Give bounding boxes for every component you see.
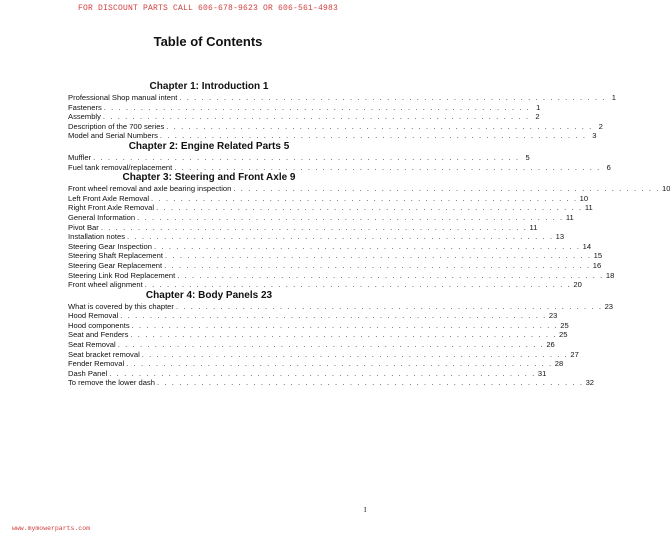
dot-leader: . . . . . . . . . . . . . . . . . . . . . . . . . . . . . . . . . . . . . . . . . . . . . . . . . . . . . . . . . . bbox=[102, 112, 530, 122]
toc-entry-label: Hood components bbox=[68, 320, 130, 330]
dot-leader: . . . . . . . . . . . . . . . . . . . . . . . . . . . . . . . . . . . . . . . . . . . . . . . . . . . . . . . . . . bbox=[233, 184, 660, 194]
toc-entry-page: 10 bbox=[661, 184, 670, 194]
toc-entry[interactable] bbox=[68, 112, 540, 122]
toc-entry-page: 13 bbox=[555, 232, 565, 242]
toc-entry-page: 25 bbox=[559, 330, 568, 340]
dot-leader: . . . . . . . . . . . . . . . . . . . . . . . . . . . . . . . . . . . . . . . . . . . . . . . . . . . . . . . . . . bbox=[164, 260, 591, 270]
toc-entry-page: 2 bbox=[598, 121, 603, 131]
toc-entry-label: General Information bbox=[68, 212, 136, 222]
toc-entry-page: 6 bbox=[606, 162, 611, 172]
toc-entry[interactable] bbox=[68, 349, 579, 360]
toc-entry-page: 16 bbox=[592, 260, 602, 270]
toc-entry[interactable] bbox=[68, 162, 611, 173]
dot-leader: . . . . . . . . . . . . . . . . . . . . . . . . . . . . . . . . . . . . . . . . . . . . . . . . . . . . . . . . . . bbox=[174, 162, 601, 172]
toc-entry-page: 1 bbox=[536, 102, 541, 112]
toc-entry-page: 28 bbox=[554, 359, 564, 369]
toc-entry-page: 11 bbox=[584, 203, 593, 213]
toc-entry[interactable] bbox=[68, 152, 530, 163]
toc-entry-page: 3 bbox=[592, 131, 597, 141]
toc-entry-page: 14 bbox=[582, 241, 592, 251]
page-title: Table of Contents bbox=[153, 34, 263, 49]
toc-entry-label: Hood Removal bbox=[68, 311, 119, 321]
dot-leader: . . . . . . . . . . . . . . . . . . . . . . . . . . . . . . . . . . . . . . . . . . . . . . . . . . . . . . . . . . bbox=[130, 330, 557, 340]
toc-entry-page: 10 bbox=[579, 193, 589, 203]
toc-entry-page: 15 bbox=[593, 251, 603, 261]
toc-entry-page: 27 bbox=[570, 349, 579, 359]
dot-leader: . . . . . . . . . . . . . . . . . . . . . . . . . . . . . . . . . . . . . . . . . . . . . . . . . . . . . . . . . . bbox=[103, 102, 531, 112]
toc-entry-label: Fuel tank removal/replacement bbox=[68, 162, 173, 172]
table-of-contents bbox=[68, 81, 670, 388]
toc-entry[interactable] bbox=[68, 131, 597, 141]
chapter-heading: Chapter 3: Steering and Front Axle 9 bbox=[122, 172, 296, 184]
dot-leader: . . . . . . . . . . . . . . . . . . . . . . . . . . . . . . . . . . . . . . . . . . . . . . . . . . . . . . . . . . bbox=[131, 320, 559, 330]
dot-leader: . . . . . . . . . . . . . . . . . . . . . . . . . . . . . . . . . . . . . . . . . . . . . . . . . . . . . . . . . . bbox=[117, 340, 545, 350]
toc-entry[interactable] bbox=[68, 280, 582, 290]
toc-entry-label: Steering Gear Inspection bbox=[68, 241, 153, 251]
chapter-heading: Chapter 1: Introduction 1 bbox=[149, 81, 269, 92]
toc-entry[interactable] bbox=[68, 121, 603, 132]
toc-entry-label: Installation notes bbox=[68, 232, 125, 242]
toc-entry[interactable] bbox=[68, 212, 574, 223]
dot-leader: . . . . . . . . . . . . . . . . . . . . . . . . . . . . . . . . . . . . . . . . . . . . . . . . . . . . . . . . . . bbox=[151, 193, 578, 203]
toc-entry-label: Pivot Bar bbox=[68, 222, 99, 232]
dot-leader: . . . . . . . . . . . . . . . . . . . . . . . . . . . . . . . . . . . . . . . . . . . . . . . . . . . . . . . . . . bbox=[100, 222, 528, 232]
dot-leader: . . . . . . . . . . . . . . . . . . . . . . . . . . . . . . . . . . . . . . . . . . . . . . . . . . . . . . . . . . bbox=[159, 131, 587, 141]
toc-entry-label: To remove the lower dash bbox=[68, 378, 155, 388]
toc-entry[interactable] bbox=[68, 340, 555, 350]
toc-entry-label: Steering Gear Replacement bbox=[68, 260, 163, 270]
toc-entry[interactable] bbox=[68, 193, 589, 204]
toc-entry-label: Model and Serial Numbers bbox=[68, 131, 158, 141]
toc-entry-page: 11 bbox=[565, 212, 574, 222]
toc-entry-label: Professional Shop manual intent bbox=[68, 93, 178, 102]
dot-leader: . . . . . . . . . . . . . . . . . . . . . . . . . . . . . . . . . . . . . . . . . . . . . . . . . . . . . . . . . . bbox=[154, 241, 581, 251]
dot-leader: . . . . . . . . . . . . . . . . . . . . . . . . . . . . . . . . . . . . . . . . . . . . . . . . . . . . . . . . . . bbox=[177, 270, 604, 280]
dot-leader: . . . . . . . . . . . . . . . . . . . . . . . . . . . . . . . . . . . . . . . . . . . . . . . . . . . . . . . . . . bbox=[166, 121, 593, 131]
toc-entry-label: Fasteners bbox=[68, 102, 102, 112]
toc-entry-page: 31 bbox=[537, 368, 547, 378]
toc-entry-label: Description of the 700 series bbox=[68, 121, 165, 131]
toc-entry-page: 20 bbox=[573, 280, 582, 290]
toc-entry[interactable] bbox=[68, 378, 595, 388]
dot-leader: . . . . . . . . . . . . . . . . . . . . . . . . . . . . . . . . . . . . . . . . . . . . . . . . . . . . . . . . . . bbox=[179, 93, 606, 102]
dot-leader: . . . . . . . . . . . . . . . . . . . . . . . . . . . . . . . . . . . . . . . . . . . . . . . . . . . . . . . . . . bbox=[156, 378, 584, 388]
toc-entry-label: Seat bracket removal bbox=[68, 349, 140, 359]
toc-entry-label: Steering Link Rod Replacement bbox=[68, 270, 176, 280]
toc-entry-page: 23 bbox=[604, 301, 614, 311]
toc-entry-label: Right Front Axle Removal bbox=[68, 203, 155, 213]
toc-entry-label: Front wheel alignment bbox=[68, 280, 143, 290]
toc-entry-label: Assembly bbox=[68, 112, 101, 122]
toc-entry[interactable] bbox=[68, 102, 541, 113]
dot-leader: . . . . . . . . . . . . . . . . . . . . . . . . . . . . . . . . . . . . . . . . . . . . . . . . . . . . . . . . . . bbox=[141, 349, 569, 359]
toc-entry-label: Front wheel removal and axle bearing inspection bbox=[68, 184, 232, 194]
toc-entry-page: 1 bbox=[611, 93, 616, 102]
toc-entry[interactable] bbox=[68, 222, 538, 233]
toc-entry-page: 23 bbox=[548, 311, 558, 321]
dot-leader: . . . . . . . . . . . . . . . . . . . . . . . . . . . . . . . . . . . . . . . . . . . . . . . . . . . . . . . . . . bbox=[137, 212, 564, 222]
dot-leader: . . . . . . . . . . . . . . . . . . . . . . . . . . . . . . . . . . . . . . . . . . . . . . . . . . . . . . . . . . bbox=[127, 232, 554, 242]
toc-entry[interactable] bbox=[68, 232, 565, 242]
discount-phone-banner: FOR DISCOUNT PARTS CALL 606-678-9623 OR 606-561-4983 bbox=[77, 4, 339, 13]
dot-leader: . . . . . . . . . . . . . . . . . . . . . . . . . . . . . . . . . . . . . . . . . . . . . . . . . . . . . . . . . . bbox=[93, 152, 520, 162]
dot-leader: . . . . . . . . . . . . . . . . . . . . . . . . . . . . . . . . . . . . . . . . . . . . . . . . . . . . . . . . . . bbox=[144, 280, 572, 290]
toc-entry[interactable] bbox=[68, 320, 569, 331]
chapter-heading: Chapter 2: Engine Related Parts 5 bbox=[128, 140, 290, 152]
footer-website-link[interactable]: www.mymowerparts.com bbox=[12, 525, 91, 532]
toc-entry[interactable] bbox=[68, 270, 615, 281]
toc-entry[interactable] bbox=[68, 251, 603, 261]
toc-entry[interactable] bbox=[68, 184, 670, 194]
dot-leader: . . . . . . . . . . . . . . . . . . . . . . . . . . . . . . . . . . . . . . . . . . . . . . . . . . . . . . . . . . bbox=[175, 301, 603, 311]
toc-entry-label: Seat and Fenders bbox=[68, 330, 129, 340]
toc-entry[interactable] bbox=[68, 301, 614, 312]
toc-entry[interactable] bbox=[68, 368, 547, 379]
toc-entry-label: What is covered by this chapter bbox=[68, 301, 174, 311]
toc-entry[interactable] bbox=[68, 330, 568, 340]
toc-entry-page: 25 bbox=[560, 320, 569, 330]
toc-entry-label: Fender Removal bbox=[68, 359, 125, 369]
toc-entry-label: Dash Panel bbox=[68, 368, 108, 378]
toc-entry-label: Muffler bbox=[68, 152, 92, 162]
toc-entry[interactable] bbox=[68, 260, 602, 271]
toc-entry[interactable] bbox=[68, 311, 558, 321]
dot-leader: . . . . . . . . . . . . . . . . . . . . . . . . . . . . . . . . . . . . . . . . . . . . . . . . . . . . . . . . . . bbox=[120, 311, 547, 321]
dot-leader: . . . . . . . . . . . . . . . . . . . . . . . . . . . . . . . . . . . . . . . . . . . . . . . . . . . . . . . . . . bbox=[126, 359, 553, 369]
dot-leader: . . . . . . . . . . . . . . . . . . . . . . . . . . . . . . . . . . . . . . . . . . . . . . . . . . . . . . . . . . bbox=[156, 203, 583, 213]
toc-entry-page: 26 bbox=[546, 340, 555, 350]
toc-entry-page: 32 bbox=[585, 378, 595, 388]
toc-entry-page: 5 bbox=[525, 152, 530, 162]
toc-entry-page: 11 bbox=[529, 222, 538, 232]
dot-leader: . . . . . . . . . . . . . . . . . . . . . . . . . . . . . . . . . . . . . . . . . . . . . . . . . . . . . . . . . . bbox=[164, 251, 592, 261]
toc-entry[interactable] bbox=[68, 203, 593, 213]
page-number: I bbox=[364, 506, 367, 514]
toc-entry[interactable] bbox=[68, 241, 592, 252]
toc-entry[interactable] bbox=[68, 359, 564, 369]
toc-entry[interactable] bbox=[68, 93, 616, 103]
chapter-heading: Chapter 4: Body Panels 23 bbox=[145, 289, 273, 301]
toc-entry-label: Seat Removal bbox=[68, 340, 116, 350]
dot-leader: . . . . . . . . . . . . . . . . . . . . . . . . . . . . . . . . . . . . . . . . . . . . . . . . . . . . . . . . . . bbox=[109, 368, 536, 378]
toc-entry-label: Left Front Axle Removal bbox=[68, 193, 150, 203]
toc-entry-page: 18 bbox=[605, 270, 615, 280]
toc-entry-label: Steering Shaft Replacement bbox=[68, 251, 163, 261]
toc-entry-page: 2 bbox=[535, 112, 540, 122]
